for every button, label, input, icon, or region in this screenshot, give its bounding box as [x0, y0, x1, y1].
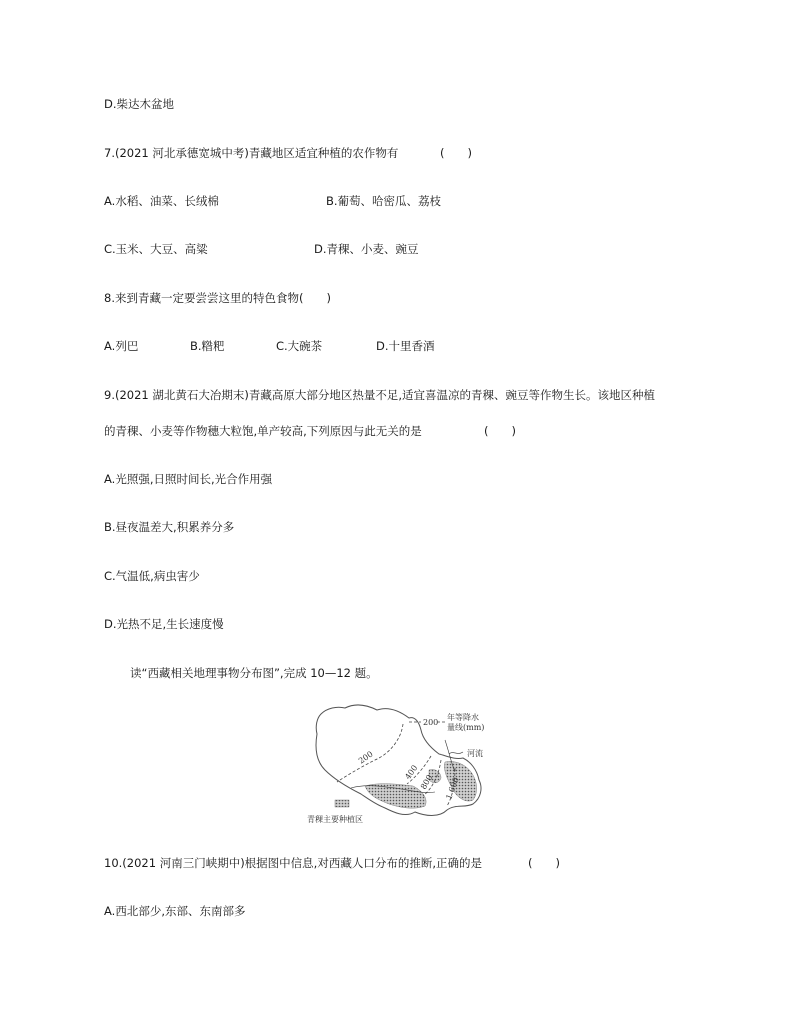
legend-river-symbol: [449, 752, 463, 754]
question-10-option-a: A.西北部少,东部、东南部多: [104, 904, 246, 918]
question-10-stem: 10.(2021 河南三门峡期中)根据图中信息,对西藏人口分布的推断,正确的是: [104, 856, 482, 870]
legend-isohyet-label-2: 量线(mm): [447, 723, 485, 732]
reading-instruction: 读“西藏相关地理事物分布图”,完成 10—12 题。: [130, 666, 378, 680]
question-7-paren: ( ): [440, 146, 472, 160]
question-9-option-b: B.昼夜温差大,积累养分多: [104, 520, 235, 534]
legend-isohyet-value: 200: [423, 718, 439, 727]
tibet-map-figure: [305, 700, 505, 828]
question-8-stem: 8.来到青藏一定要尝尝这里的特色食物( ): [104, 291, 331, 305]
question-9-stem-line-2: 的青稞、小麦等作物穗大粒饱,单产较高,下列原因与此无关的是: [104, 424, 422, 438]
question-7-option-a: A.水稻、油菜、长绒棉: [104, 194, 219, 208]
question-9-option-d: D.光热不足,生长速度慢: [104, 617, 224, 631]
question-10-paren: ( ): [528, 856, 560, 870]
question-8-option-d: D.十里香酒: [376, 339, 435, 353]
question-9-paren: ( ): [484, 424, 516, 438]
question-7-option-d: D.青稞、小麦、豌豆: [314, 242, 419, 256]
legend-crop-symbol: [335, 800, 349, 807]
question-7-option-b: B.葡萄、哈密瓜、荔枝: [326, 194, 442, 208]
legend-crop-label: 青稞主要种植区: [307, 815, 363, 824]
legend-isohyet-label-1: 年等降水: [447, 713, 479, 722]
tibet-map-svg: [305, 700, 505, 828]
question-8-option-b: B.糌粑: [190, 339, 225, 353]
isohyet-label-200: 200: [356, 749, 375, 766]
question-9-option-c: C.气温低,病虫害少: [104, 569, 200, 583]
question-9-option-a: A.光照强,日照时间长,光合作用强: [104, 472, 273, 486]
question-6-option-d: D.柴达木盆地: [104, 97, 175, 111]
isohyet-label-800: 800: [418, 773, 435, 791]
question-8-option-c: C.大碗茶: [276, 339, 323, 353]
question-7-stem: 7.(2021 河北承德宽城中考)青藏地区适宜种植的农作物有: [104, 146, 399, 160]
question-9-stem-line-1: 9.(2021 湖北黄石大冶期末)青藏高原大部分地区热量不足,适宜喜温凉的青稞、豌豆等作物生长。该地区种植: [104, 388, 656, 402]
question-7-option-c: C.玉米、大豆、高粱: [104, 242, 208, 256]
question-8-option-a: A.列巴: [104, 339, 139, 353]
isohyet-label-400: 400: [403, 763, 420, 782]
isohyet-label-1600: 1 600: [444, 776, 461, 801]
legend-river-label: 河流: [467, 749, 483, 758]
